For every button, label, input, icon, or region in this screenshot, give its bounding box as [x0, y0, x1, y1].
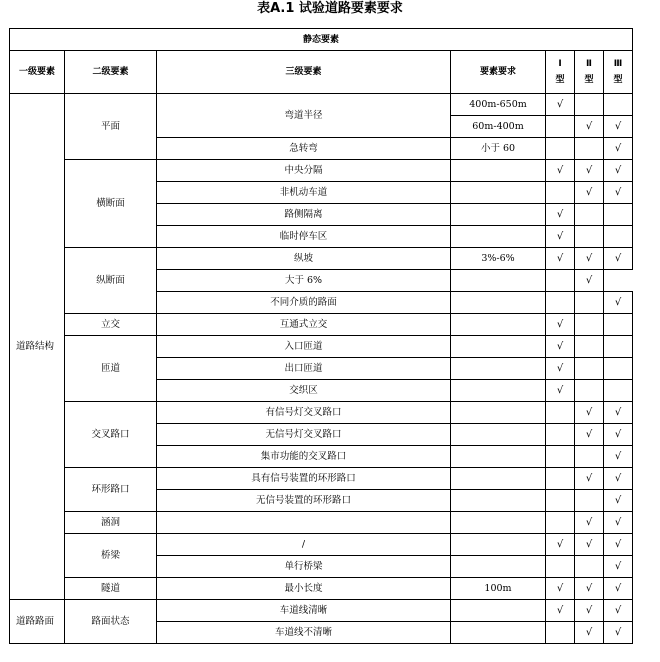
requirement-cell [451, 622, 546, 644]
check-mark: √ [614, 406, 622, 418]
type2-cell [575, 336, 604, 358]
type2-cell [575, 116, 604, 138]
type2-cell [575, 446, 604, 468]
requirement-cell [451, 600, 546, 622]
type3-cell [604, 600, 633, 622]
check-mark: √ [556, 362, 564, 374]
type3-cell [604, 204, 633, 226]
type3-cell [604, 292, 633, 314]
type1-cell [546, 160, 575, 182]
requirement-cell [451, 380, 546, 402]
level3-cell: 路侧隔离 [157, 204, 451, 226]
type2-label: Ⅱ型 [584, 59, 594, 85]
type1-cell [546, 556, 575, 578]
type1-cell [546, 138, 575, 160]
level3-cell: 有信号灯交叉路口 [157, 402, 451, 424]
type3-cell [604, 534, 633, 556]
check-mark: √ [614, 582, 622, 594]
check-mark: √ [585, 120, 593, 132]
requirement-cell: 小于 60 [451, 138, 546, 160]
type3-cell [604, 380, 633, 402]
requirement-cell [451, 314, 546, 336]
type1-cell [546, 512, 575, 534]
type3-cell [604, 138, 633, 160]
type1-cell [546, 424, 575, 446]
type1-cell [546, 336, 575, 358]
type2-cell [575, 358, 604, 380]
type1-cell [546, 94, 575, 116]
table-row [10, 402, 633, 424]
check-mark: √ [585, 626, 593, 638]
type1-cell [546, 534, 575, 556]
check-mark: √ [585, 252, 593, 264]
level3-cell: 纵坡 [157, 248, 451, 270]
type3-cell [604, 336, 633, 358]
level2-cell: 桥梁 [65, 534, 157, 578]
check-mark: √ [614, 428, 622, 440]
type3-cell [604, 424, 633, 446]
road-elements-table [9, 28, 633, 644]
check-mark: √ [556, 208, 564, 220]
requirement-cell: 大于 6% [157, 270, 451, 292]
level2-cell: 匝道 [65, 336, 157, 402]
level2-cell: 涵洞 [65, 512, 157, 534]
check-mark: √ [585, 472, 593, 484]
check-mark: √ [614, 120, 622, 132]
level3-cell: 互通式立交 [157, 314, 451, 336]
type3-cell [604, 358, 633, 380]
level2-cell: 隧道 [65, 578, 157, 600]
requirement-cell [451, 490, 546, 512]
level3-cell: / [157, 534, 451, 556]
level3-cell: 非机动车道 [157, 182, 451, 204]
requirement-cell [451, 512, 546, 534]
check-mark: √ [614, 604, 622, 616]
requirement-cell [451, 292, 546, 314]
type1-cell [546, 182, 575, 204]
type2-cell [575, 248, 604, 270]
type3-cell [604, 490, 633, 512]
table-row [10, 468, 633, 490]
table-row [10, 314, 633, 336]
check-mark: √ [556, 98, 564, 110]
type1-cell [546, 358, 575, 380]
level3-cell: 具有信号装置的环形路口 [157, 468, 451, 490]
col-level1-header: 一级要素 [10, 51, 65, 94]
type2-cell [575, 534, 604, 556]
type1-cell [451, 270, 546, 292]
col-requirement-header: 要素要求 [451, 51, 546, 94]
type1-cell [546, 226, 575, 248]
level3-cell [157, 512, 451, 534]
level3-cell: 弯道半径 [157, 94, 451, 138]
check-mark: √ [614, 164, 622, 176]
check-mark: √ [556, 340, 564, 352]
requirement-cell [451, 204, 546, 226]
type3-cell [604, 402, 633, 424]
level3-cell: 集市功能的交叉路口 [157, 446, 451, 468]
requirement-cell [451, 424, 546, 446]
check-mark: √ [614, 142, 622, 154]
level3-cell: 车道线不清晰 [157, 622, 451, 644]
table-row [10, 336, 633, 358]
check-mark: √ [614, 186, 622, 198]
type2-cell [575, 512, 604, 534]
type2-cell [575, 402, 604, 424]
table-title: 表A.1 试验道路要素要求 [257, 1, 403, 16]
type1-cell [546, 578, 575, 600]
type3-label: Ⅲ型 [613, 59, 623, 85]
check-mark: √ [556, 538, 564, 550]
type3-cell [604, 512, 633, 534]
requirement-cell [451, 182, 546, 204]
level3-cell: 无信号装置的环形路口 [157, 490, 451, 512]
check-mark: √ [614, 472, 622, 484]
level2-cell: 交叉路口 [65, 402, 157, 468]
check-mark: √ [585, 164, 593, 176]
check-mark: √ [614, 516, 622, 528]
table-row [10, 600, 633, 622]
check-mark: √ [585, 406, 593, 418]
level1-cell: 道路结构 [10, 94, 65, 600]
check-mark: √ [614, 296, 622, 308]
type2-cell [575, 600, 604, 622]
level2-cell: 横断面 [65, 160, 157, 248]
requirement-cell [451, 556, 546, 578]
type3-cell [604, 556, 633, 578]
check-mark: √ [556, 384, 564, 396]
level2-cell: 立交 [65, 314, 157, 336]
type2-cell [575, 556, 604, 578]
requirement-cell [451, 160, 546, 182]
level1-cell: 道路路面 [10, 600, 65, 644]
type3-cell [575, 270, 604, 292]
check-mark: √ [614, 560, 622, 572]
type2-cell [575, 94, 604, 116]
check-mark: √ [556, 230, 564, 242]
col-level2-header: 二级要素 [65, 51, 157, 94]
type3-cell [604, 94, 633, 116]
requirement-cell: 60m-400m [451, 116, 546, 138]
type2-cell [575, 292, 604, 314]
check-mark: √ [585, 428, 593, 440]
level3-cell: 急转弯 [157, 138, 451, 160]
requirement-cell: 400m-650m [451, 94, 546, 116]
check-mark: √ [614, 494, 622, 506]
requirement-cell [451, 336, 546, 358]
col-type2-header [575, 51, 604, 94]
requirement-cell [451, 468, 546, 490]
type3-cell [604, 226, 633, 248]
type1-cell [546, 380, 575, 402]
check-mark: √ [556, 318, 564, 330]
level3-cell: 不同介质的路面 [157, 292, 451, 314]
table-row [10, 160, 633, 182]
type3-cell [604, 622, 633, 644]
type3-cell [604, 468, 633, 490]
type2-cell [575, 490, 604, 512]
type3-cell [604, 160, 633, 182]
type3-cell [604, 578, 633, 600]
check-mark: √ [585, 274, 593, 286]
check-mark: √ [585, 186, 593, 198]
level3-cell: 临时停车区 [157, 226, 451, 248]
type2-cell [575, 138, 604, 160]
requirement-cell [451, 226, 546, 248]
level3-cell: 交织区 [157, 380, 451, 402]
requirement-cell [451, 534, 546, 556]
type2-cell [575, 622, 604, 644]
type3-cell [604, 116, 633, 138]
type2-cell [575, 468, 604, 490]
requirement-cell: 100m [451, 578, 546, 600]
type1-cell [546, 314, 575, 336]
check-mark: √ [614, 538, 622, 550]
check-mark: √ [556, 164, 564, 176]
level3-cell: 出口匝道 [157, 358, 451, 380]
level3-cell: 车道线清晰 [157, 600, 451, 622]
check-mark: √ [614, 252, 622, 264]
type2-cell [575, 380, 604, 402]
type1-cell [546, 490, 575, 512]
type2-cell [575, 226, 604, 248]
type3-cell [604, 314, 633, 336]
requirement-cell [451, 446, 546, 468]
type2-cell [575, 424, 604, 446]
type3-cell [604, 248, 633, 270]
requirement-cell [451, 402, 546, 424]
type2-cell [575, 578, 604, 600]
table-row [10, 94, 633, 116]
type2-cell [575, 314, 604, 336]
type2-cell [575, 160, 604, 182]
type2-cell [575, 182, 604, 204]
type1-cell [546, 622, 575, 644]
table-row [10, 512, 633, 534]
type1-cell [546, 292, 575, 314]
type2-cell [546, 270, 575, 292]
type1-cell [546, 204, 575, 226]
type1-label: Ⅰ型 [555, 59, 565, 85]
level3-cell: 无信号灯交叉路口 [157, 424, 451, 446]
col-type3-header [604, 51, 633, 94]
type1-cell [546, 116, 575, 138]
check-mark: √ [614, 450, 622, 462]
type1-cell [546, 402, 575, 424]
type1-cell [546, 468, 575, 490]
col-level3-header: 三级要素 [157, 51, 451, 94]
type3-cell [604, 446, 633, 468]
level3-cell: 最小长度 [157, 578, 451, 600]
table-row [10, 578, 633, 600]
check-mark: √ [614, 626, 622, 638]
check-mark: √ [556, 582, 564, 594]
level2-cell: 平面 [65, 94, 157, 160]
requirement-cell [451, 358, 546, 380]
check-mark: √ [585, 538, 593, 550]
table-row [10, 248, 633, 270]
table-row [10, 534, 633, 556]
table-body [10, 94, 633, 644]
col-type1-header [546, 51, 575, 94]
level3-cell: 入口匝道 [157, 336, 451, 358]
check-mark: √ [556, 252, 564, 264]
level2-cell: 纵断面 [65, 248, 157, 314]
level3-cell: 单行桥梁 [157, 556, 451, 578]
level2-cell: 路面状态 [65, 600, 157, 644]
type2-cell [575, 204, 604, 226]
type1-cell [546, 248, 575, 270]
level3-cell: 中央分隔 [157, 160, 451, 182]
check-mark: √ [585, 516, 593, 528]
static-elements-header: 静态要素 [10, 29, 633, 51]
type1-cell [546, 446, 575, 468]
requirement-cell: 3%-6% [451, 248, 546, 270]
level2-cell: 环形路口 [65, 468, 157, 512]
check-mark: √ [585, 582, 593, 594]
check-mark: √ [556, 604, 564, 616]
type1-cell [546, 600, 575, 622]
type3-cell [604, 182, 633, 204]
check-mark: √ [585, 604, 593, 616]
